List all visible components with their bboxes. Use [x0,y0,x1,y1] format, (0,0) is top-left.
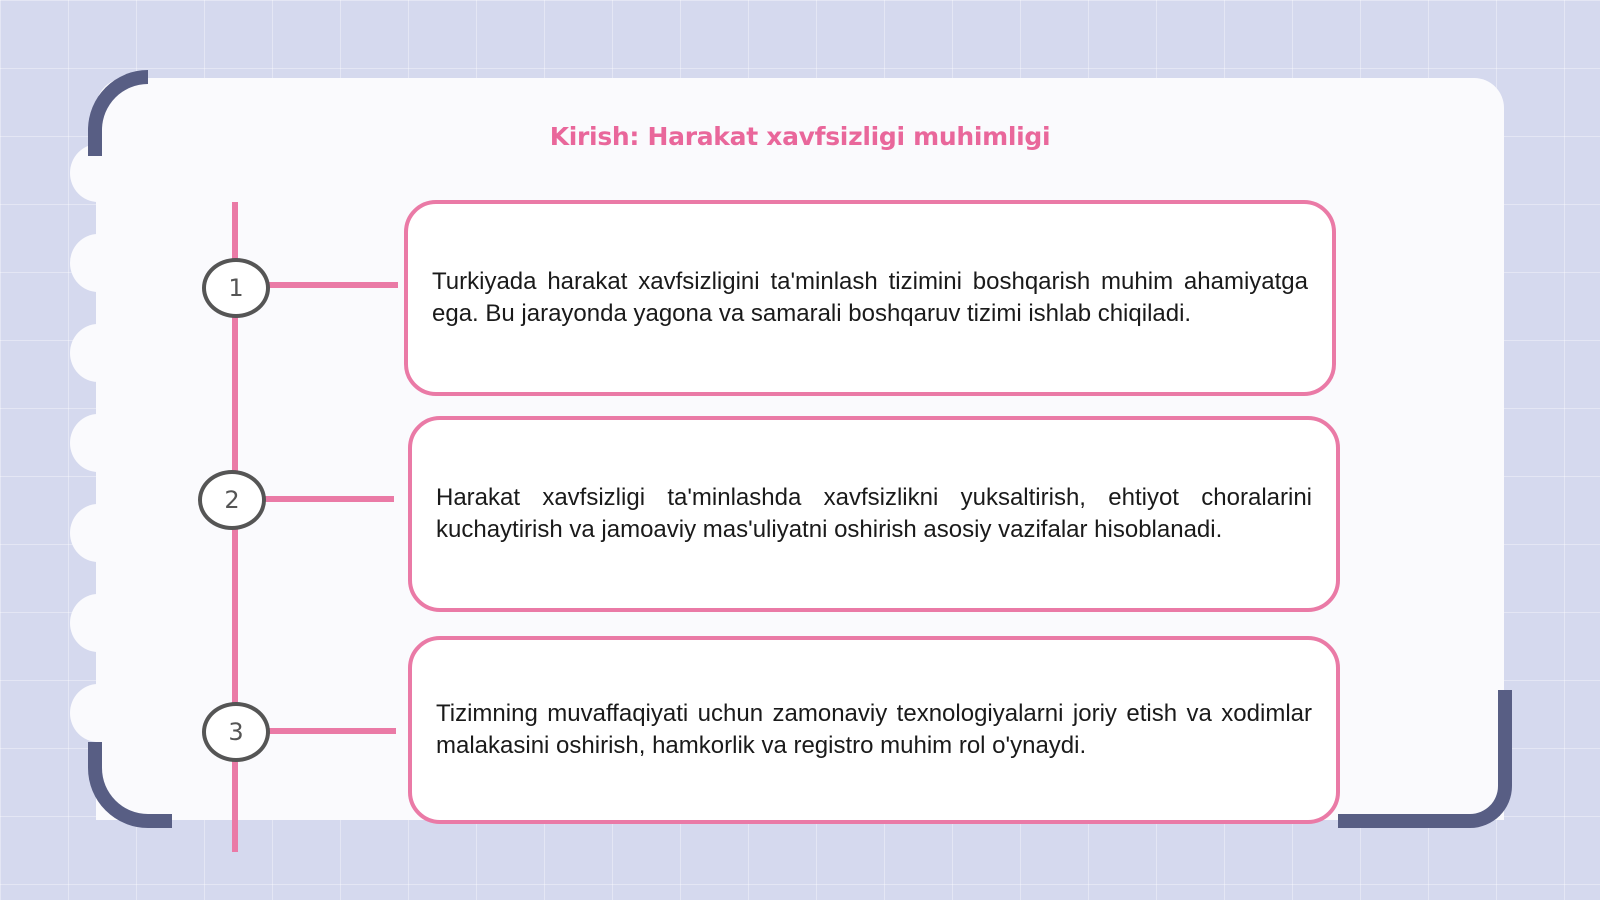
card-scallop [70,594,126,652]
slide-title: Kirish: Harakat xavfsizligi muhimligi [549,122,1051,151]
step-number-3: 3 [202,702,270,762]
step-number-1: 1 [202,258,270,318]
timeline-connector-3 [264,728,396,734]
step-text-2: Harakat xavfsizligi ta'minlashda xavfsizlikni yuksaltirish, ehtiyot choralarini kuchaytirish va jamoaviy mas'uliyatni oshirish asosiy vazifalar hisoblanadi. [436,484,1312,543]
step-box-3 [408,636,1340,824]
corner-bracket-bottom-right [1338,690,1512,828]
step-text-3: Tizimning muvaffaqiyati uchun zamonaviy texnologiyalarni joriy etish va xodimlar malakasini oshirish, hamkorlik va registro muhim rol o'ynaydi. [436,700,1312,759]
card-scallop [70,684,126,742]
step-box-1 [404,200,1336,396]
step-box-2 [408,416,1340,612]
timeline-connector-2 [262,496,394,502]
card-scallop [70,414,126,472]
step-number-2: 2 [198,470,266,530]
card-scallop [70,504,126,562]
corner-bracket-top-left [88,70,148,156]
card-scallop [70,234,126,292]
card-scallop [70,324,126,382]
timeline-connector-1 [266,282,398,288]
step-text-1: Turkiyada harakat xavfsizligini ta'minlash tizimini boshqarish muhim ahamiyatga ega. Bu jarayonda yagona va samarali boshqaruv tizimi ishlab chiqiladi. [432,268,1308,327]
